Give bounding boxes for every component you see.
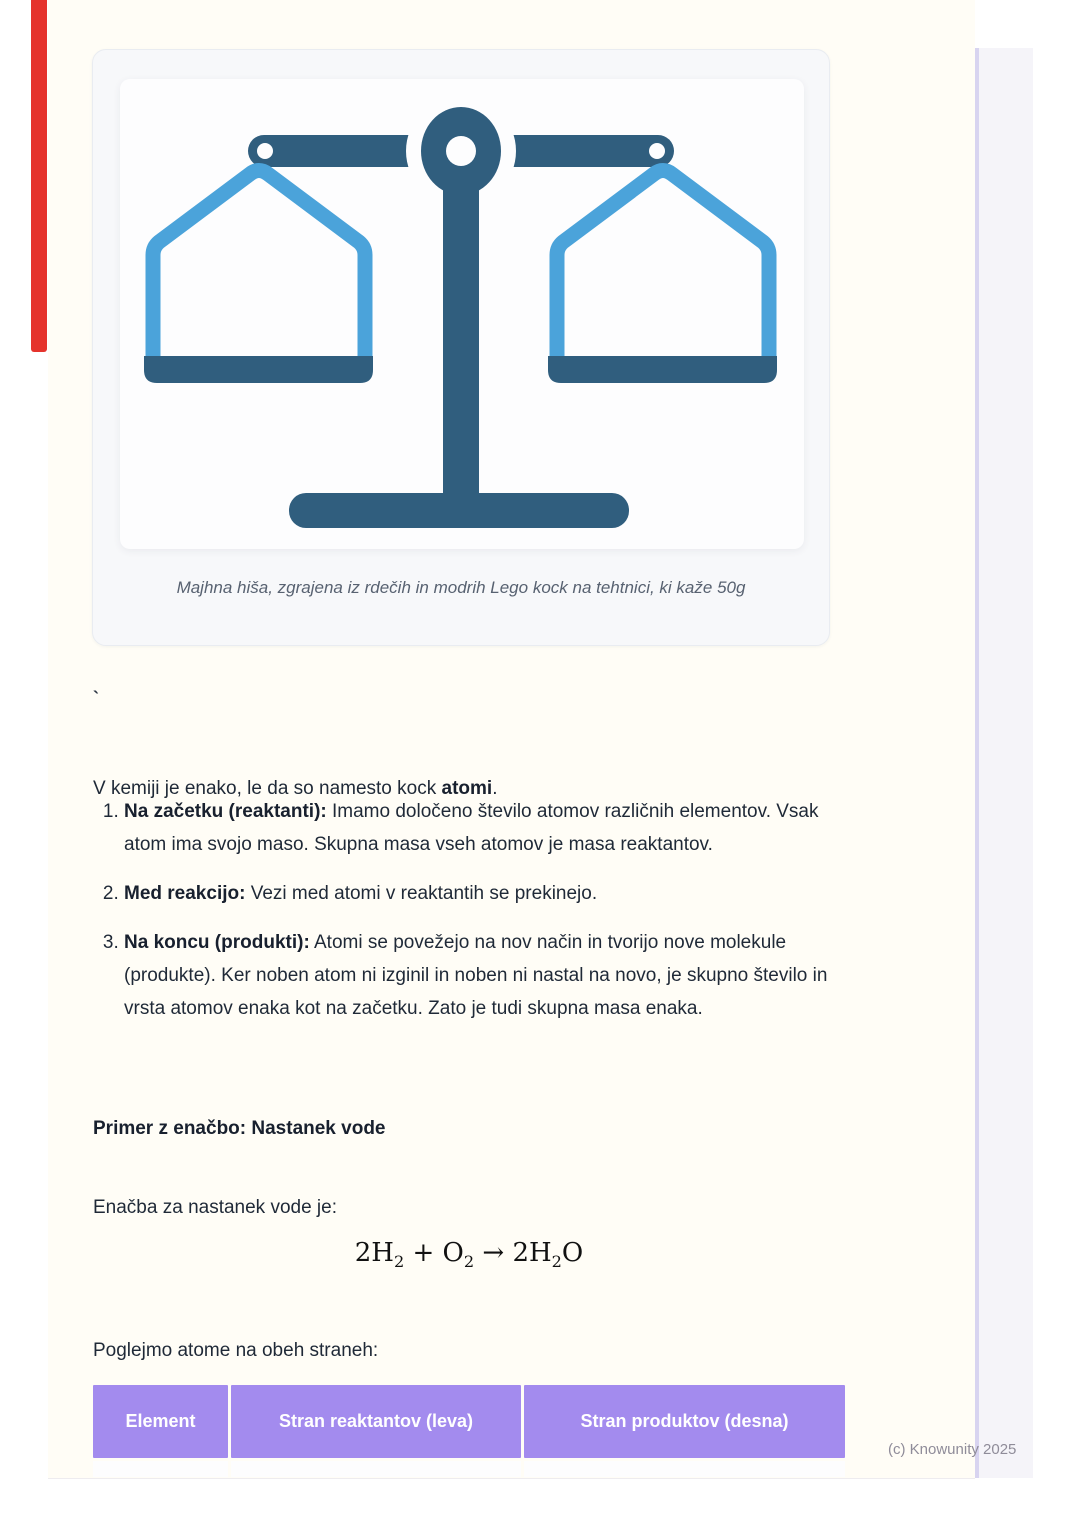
equation-intro: Enačba za nastanek vode je:	[93, 1197, 338, 1218]
table-cell	[524, 1461, 845, 1477]
table-intro: Poglejmo atome na obeh straneh:	[93, 1340, 379, 1361]
list-item	[124, 795, 864, 861]
table-body-row	[93, 1458, 845, 1477]
equation-term: 2H	[354, 1238, 394, 1268]
figure-caption: Majhna hiša, zgrajena iz rdečih in modrih Lego kock na tehtnici, ki kaže 50g	[176, 578, 746, 597]
table-header-reactants: Stran reaktantov (leva)	[231, 1385, 521, 1458]
figure-image	[120, 79, 804, 549]
steps-list	[93, 795, 864, 1041]
table-header-element: Element	[93, 1385, 228, 1458]
list-item	[124, 926, 864, 1025]
list-item-text: Imamo določeno število atomov različnih elementov. Vsak atom ima svojo maso. Skupna masa vseh atomov je masa reaktantov.	[124, 801, 819, 855]
list-item-lead: Med reakcijo:	[124, 883, 246, 904]
next-page-edge	[979, 48, 1033, 1478]
equation-subscript: 2	[463, 1252, 475, 1272]
red-marker-strip	[31, 0, 47, 352]
figure-card	[92, 49, 830, 646]
equation-subscript: 2	[551, 1252, 562, 1272]
equation-term: → 2H	[474, 1238, 552, 1268]
atoms-table	[93, 1385, 845, 1477]
intro-text-pre: V kemiji je enako, le da so namesto kock	[93, 778, 442, 799]
intro-bold-word: atomi	[441, 778, 493, 799]
table-cell	[231, 1461, 521, 1477]
page-edge-divider	[975, 48, 979, 1478]
equation-term: O	[561, 1238, 584, 1268]
copyright-watermark: (c) Knowunity 2025	[888, 1441, 1017, 1458]
list-item	[124, 877, 864, 910]
section-subheading: Primer z enačbo: Nastanek vode	[93, 1118, 386, 1139]
list-item-lead: Na koncu (produkti):	[124, 932, 310, 953]
list-item-lead: Na začetku (reaktanti):	[124, 801, 327, 822]
table-header-products: Stran produktov (desna)	[524, 1385, 845, 1458]
equation-subscript: 2	[393, 1252, 405, 1272]
table-cell	[93, 1461, 228, 1477]
balance-scale-illustration	[120, 79, 804, 549]
list-item-text: Vezi med atomi v reaktantih se prekinejo.	[245, 883, 598, 904]
table-header-row	[93, 1385, 845, 1458]
stray-backtick: `	[93, 688, 99, 708]
intro-text-post: .	[492, 778, 498, 799]
equation-term: + O	[404, 1238, 464, 1268]
list-item-text: Atomi se povežejo na nov način in tvorijo nove molekule (produkte). Ker noben atom ni izginil in noben ni nastal na novo, je skupno število in vrsta atomov enaka kot na začetku. Zato je tudi skupna masa enaka.	[124, 932, 828, 1019]
chemical-equation	[93, 1238, 845, 1271]
